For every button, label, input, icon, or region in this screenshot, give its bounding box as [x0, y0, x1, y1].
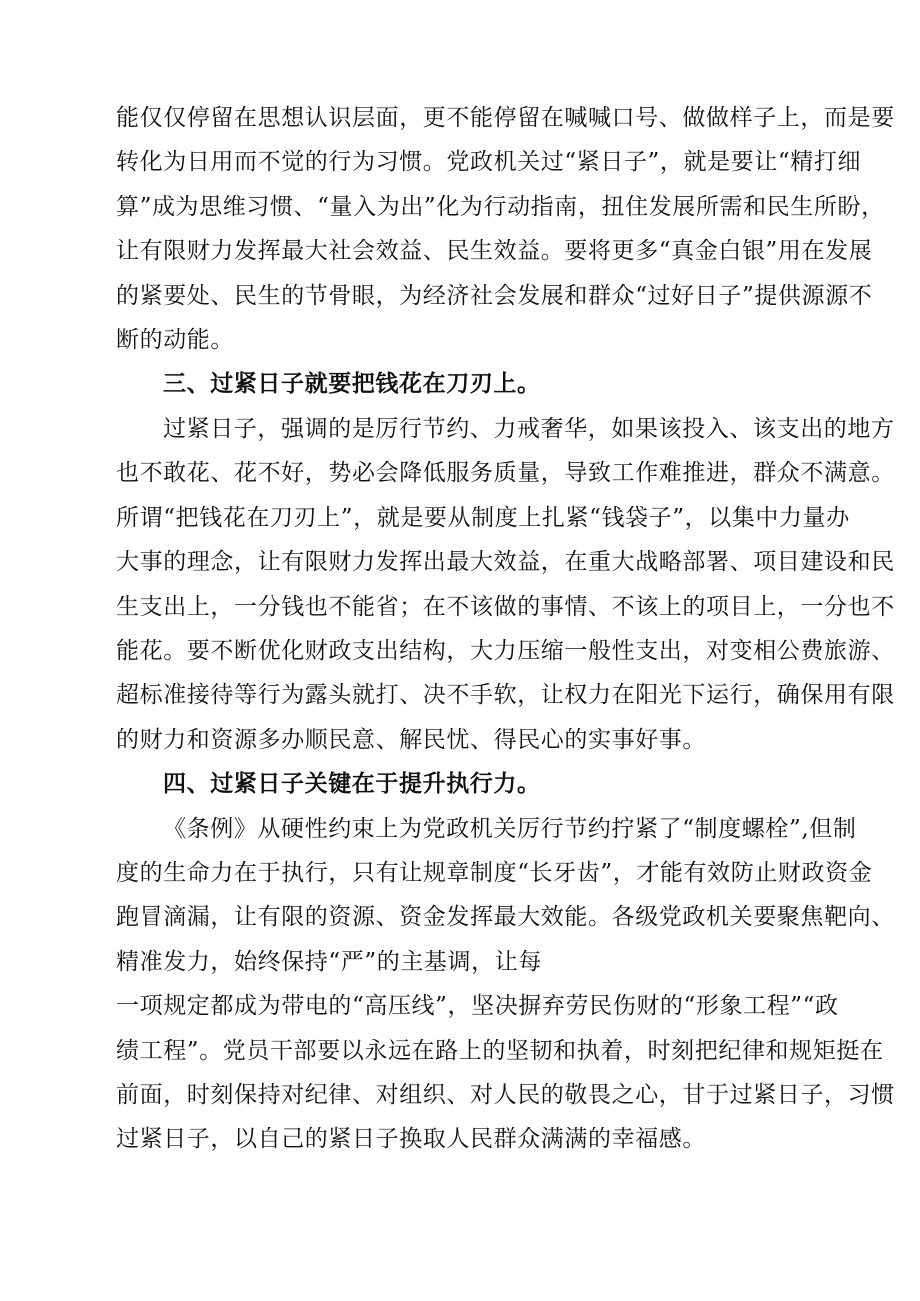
paragraph-line: 过紧日子，强调的是厉行节约、力戒奢华，如果该投入、该支出的地方	[163, 416, 895, 442]
paragraph-line: 让有限财力发挥最大社会效益、民生效益。要将更多“真金白银”用在发展	[116, 238, 873, 264]
section-heading-3: 三、过紧日子就要把钱花在刀刃上。	[163, 371, 541, 397]
paragraph-line: 一项规定都成为带电的“高压线”，坚决摒弃劳民伤财的“形象工程”“政	[116, 993, 839, 1019]
paragraph-line: 也不敢花、花不好，势必会降低服务质量，导致工作难推进，群众不满意。	[116, 460, 895, 486]
section-heading-4: 四、过紧日子关键在于提升执行力。	[163, 771, 541, 797]
paragraph-line: 前面，时刻保持对纪律、对组织、对人民的敬畏之心，甘于过紧日子，习惯	[116, 1082, 895, 1108]
paragraph-line: 大事的理念，让有限财力发挥出最大效益，在重大战略部署、项目建设和民	[116, 549, 895, 575]
paragraph-line: 能仅仅停留在思想认识层面，更不能停留在喊喊口号、做做样子上，而是要	[116, 105, 895, 131]
paragraph-line: 度的生命力在于执行，只有让规章制度“长牙齿”，才能有效防止财政资金	[116, 860, 873, 886]
paragraph-line: 能花。要不断优化财政支出结构，大力压缩一般性支出，对变相公费旅游、	[116, 638, 895, 664]
paragraph-line: 精准发力，始终保持“严”的主基调，让每	[116, 949, 542, 975]
paragraph-line: 的财力和资源多办顺民意、解民忧、得民心的实事好事。	[116, 727, 706, 753]
paragraph-line: 跑冒滴漏，让有限的资源、资金发挥最大效能。各级党政机关要聚焦靶向、	[116, 904, 895, 930]
paragraph-line: 所谓“把钱花在刀刃上”，就是要从制度上扎紧“钱袋子”，以集中力量办	[116, 505, 850, 531]
paragraph-line: 算”成为思维习惯、“量入为出”化为行动指南，扭住发展所需和民生所盼，	[116, 194, 885, 220]
paragraph-line: 生支出上，一分钱也不能省；在不该做的事情、不该上的项目上，一分也不	[116, 594, 895, 620]
paragraph-line: 断的动能。	[116, 327, 234, 353]
paragraph-line: 超标准接待等行为露头就打、决不手软，让权力在阳光下运行，确保用有限	[116, 682, 895, 708]
paragraph-line: 《条例》从硬性约束上为党政机关厉行节约拧紧了“制度螺栓”,但制	[163, 816, 857, 842]
paragraph-line: 过紧日子，以自己的紧日子换取人民群众满满的幸福感。	[116, 1126, 706, 1152]
paragraph-line: 的紧要处、民生的节骨眼，为经济社会发展和群众“过好日子”提供源源不	[116, 283, 873, 309]
paragraph-line: 绩工程”。党员干部要以永远在路上的坚韧和执着，时刻把纪律和规矩挺在	[116, 1038, 884, 1064]
paragraph-line: 转化为日用而不觉的行为习惯。党政机关过“紧日子”，就是要让“精打细	[116, 149, 862, 175]
